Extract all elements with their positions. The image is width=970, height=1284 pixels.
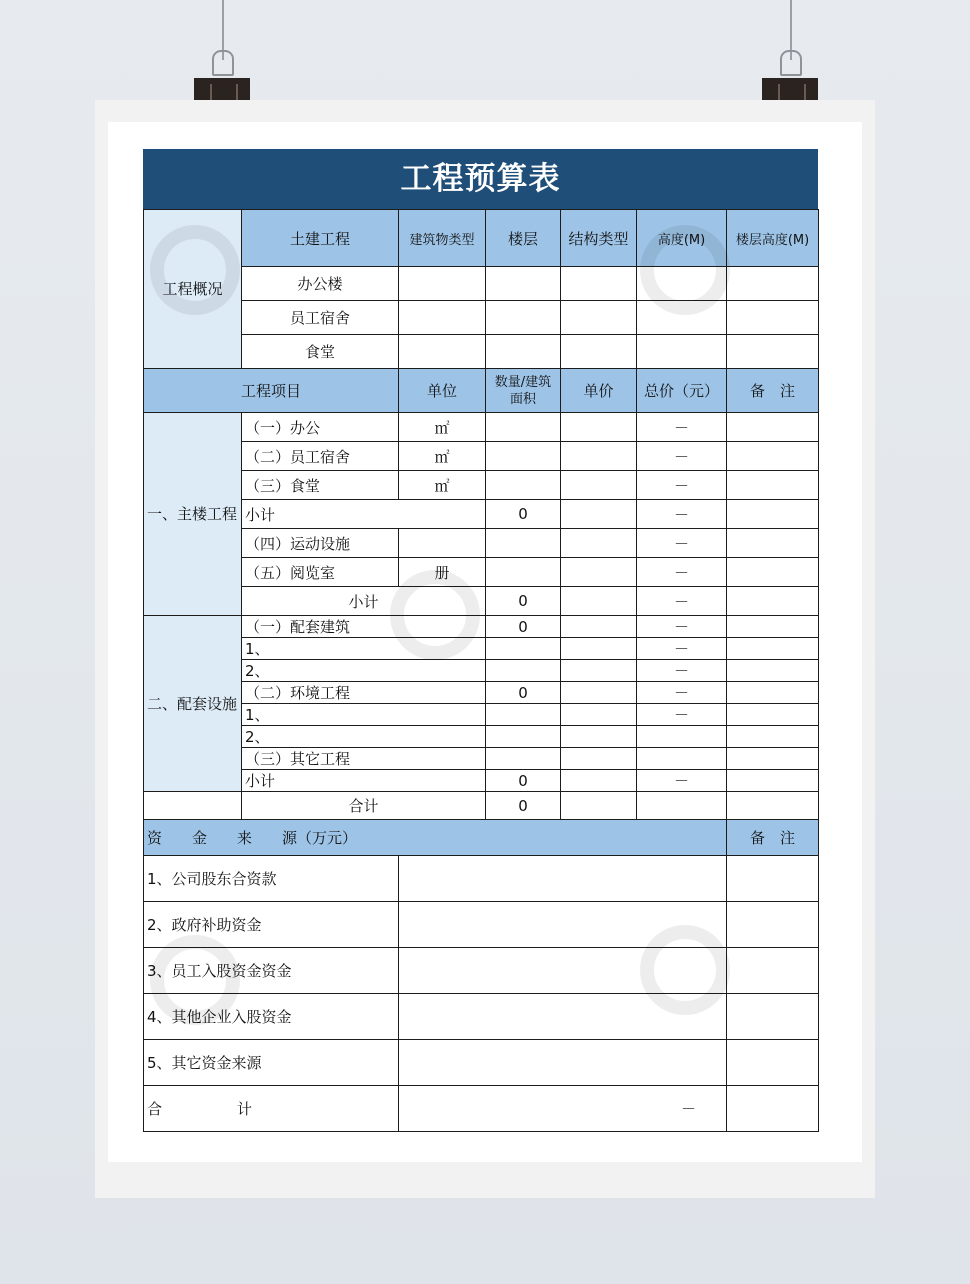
clip-ring-left <box>212 50 234 76</box>
item-name: 小计 <box>242 587 486 616</box>
funding-remark-header: 备 注 <box>727 820 819 856</box>
col-unit-price: 单价 <box>561 369 637 413</box>
funding-total-label: 合 计 <box>144 1086 399 1132</box>
overview-row <box>144 267 819 301</box>
grand-total-row <box>144 792 819 820</box>
funding-row <box>144 1040 819 1086</box>
item-total <box>637 748 727 770</box>
col-remark: 备 注 <box>727 369 819 413</box>
col-floor-height: 楼层高度(M) <box>727 210 819 267</box>
col-floors: 楼层 <box>486 210 561 267</box>
item-name: 1、 <box>242 704 486 726</box>
funding-header: 资 金 来 源（万元） <box>144 820 727 856</box>
overview-row-name: 员工宿舍 <box>242 301 399 335</box>
budget-table <box>143 209 819 1132</box>
overview-header-row <box>144 210 819 267</box>
overview-label: 工程概况 <box>144 210 242 369</box>
col-building-type: 建筑物类型 <box>399 210 486 267</box>
overview-row <box>144 301 819 335</box>
item-name: （一）配套建筑 <box>242 616 486 638</box>
col-structure-type: 结构类型 <box>561 210 637 267</box>
grand-total-label: 合计 <box>242 792 486 820</box>
item-name: 2、 <box>242 726 486 748</box>
grand-total-qty: 0 <box>486 792 561 820</box>
item-name: （三）其它工程 <box>242 748 486 770</box>
item-total: － <box>637 587 727 616</box>
funding-amount <box>399 994 727 1040</box>
funding-total-row <box>144 1086 819 1132</box>
table-row <box>144 471 819 500</box>
table-row <box>144 638 819 660</box>
item-qty <box>486 442 561 471</box>
item-qty <box>486 558 561 587</box>
item-unit: ㎡ <box>399 442 486 471</box>
item-qty: 0 <box>486 587 561 616</box>
table-row <box>144 660 819 682</box>
item-name: 小计 <box>242 500 486 529</box>
item-unit: ㎡ <box>399 413 486 442</box>
budget-sheet <box>143 149 818 1132</box>
item-name: 2、 <box>242 660 486 682</box>
item-total: － <box>637 616 727 638</box>
item-name: （四）运动设施 <box>242 529 399 558</box>
item-qty <box>486 726 561 748</box>
funding-row <box>144 948 819 994</box>
item-qty: 0 <box>486 682 561 704</box>
item-total: － <box>637 471 727 500</box>
table-row <box>144 558 819 587</box>
table-row <box>144 529 819 558</box>
table-row <box>144 442 819 471</box>
item-total: － <box>637 500 727 529</box>
table-row <box>144 413 819 442</box>
item-unit: ㎡ <box>399 471 486 500</box>
item-qty: 0 <box>486 500 561 529</box>
item-name: （二）员工宿舍 <box>242 442 399 471</box>
item-name: 1、 <box>242 638 486 660</box>
item-qty <box>486 471 561 500</box>
item-unit <box>399 529 486 558</box>
table-row <box>144 704 819 726</box>
item-total: － <box>637 413 727 442</box>
funding-source-label: 4、其他企业入股资金 <box>144 994 399 1040</box>
funding-source-label: 2、政府补助资金 <box>144 902 399 948</box>
sheet-title: 工程预算表 <box>143 149 818 209</box>
item-qty <box>486 748 561 770</box>
section1-label: 一、主楼工程 <box>144 413 242 616</box>
item-qty <box>486 529 561 558</box>
item-qty <box>486 413 561 442</box>
funding-amount <box>399 902 727 948</box>
item-qty: 0 <box>486 770 561 792</box>
col-project: 工程项目 <box>144 369 399 413</box>
funding-row <box>144 856 819 902</box>
item-total: － <box>637 442 727 471</box>
col-unit: 单位 <box>399 369 486 413</box>
table-row <box>144 726 819 748</box>
funding-source-label: 3、员工入股资金资金 <box>144 948 399 994</box>
funding-header-row <box>144 820 819 856</box>
item-total: － <box>637 660 727 682</box>
overview-row-name: 办公楼 <box>242 267 399 301</box>
item-name: 小计 <box>242 770 486 792</box>
item-total <box>637 726 727 748</box>
subtotal-row <box>144 500 819 529</box>
section2-label: 二、配套设施 <box>144 616 242 792</box>
funding-row <box>144 902 819 948</box>
table-row <box>144 682 819 704</box>
item-total: － <box>637 529 727 558</box>
funding-source-label: 5、其它资金来源 <box>144 1040 399 1086</box>
col-quantity: 数量/建筑面积 <box>486 369 561 413</box>
funding-total-amount: － <box>399 1086 727 1132</box>
item-total: － <box>637 770 727 792</box>
funding-amount <box>399 1040 727 1086</box>
funding-source-label: 1、公司股东合资款 <box>144 856 399 902</box>
item-name: （五）阅览室 <box>242 558 399 587</box>
table-row <box>144 616 819 638</box>
clip-ring-right <box>780 50 802 76</box>
item-total: － <box>637 558 727 587</box>
funding-amount <box>399 948 727 994</box>
funding-row <box>144 994 819 1040</box>
funding-amount <box>399 856 727 902</box>
item-total: － <box>637 682 727 704</box>
subtotal-row <box>144 587 819 616</box>
item-total: － <box>637 704 727 726</box>
col-civil-works: 土建工程 <box>242 210 399 267</box>
overview-row <box>144 335 819 369</box>
col-height: 高度(M) <box>637 210 727 267</box>
item-unit: 册 <box>399 558 486 587</box>
item-qty <box>486 638 561 660</box>
items-header-row <box>144 369 819 413</box>
item-qty <box>486 704 561 726</box>
overview-row-name: 食堂 <box>242 335 399 369</box>
item-name: （一）办公 <box>242 413 399 442</box>
subtotal-row <box>144 770 819 792</box>
item-qty <box>486 660 561 682</box>
col-total: 总价（元） <box>637 369 727 413</box>
table-row <box>144 748 819 770</box>
item-name: （三）食堂 <box>242 471 399 500</box>
item-name: （二）环境工程 <box>242 682 486 704</box>
item-qty: 0 <box>486 616 561 638</box>
item-total: － <box>637 638 727 660</box>
